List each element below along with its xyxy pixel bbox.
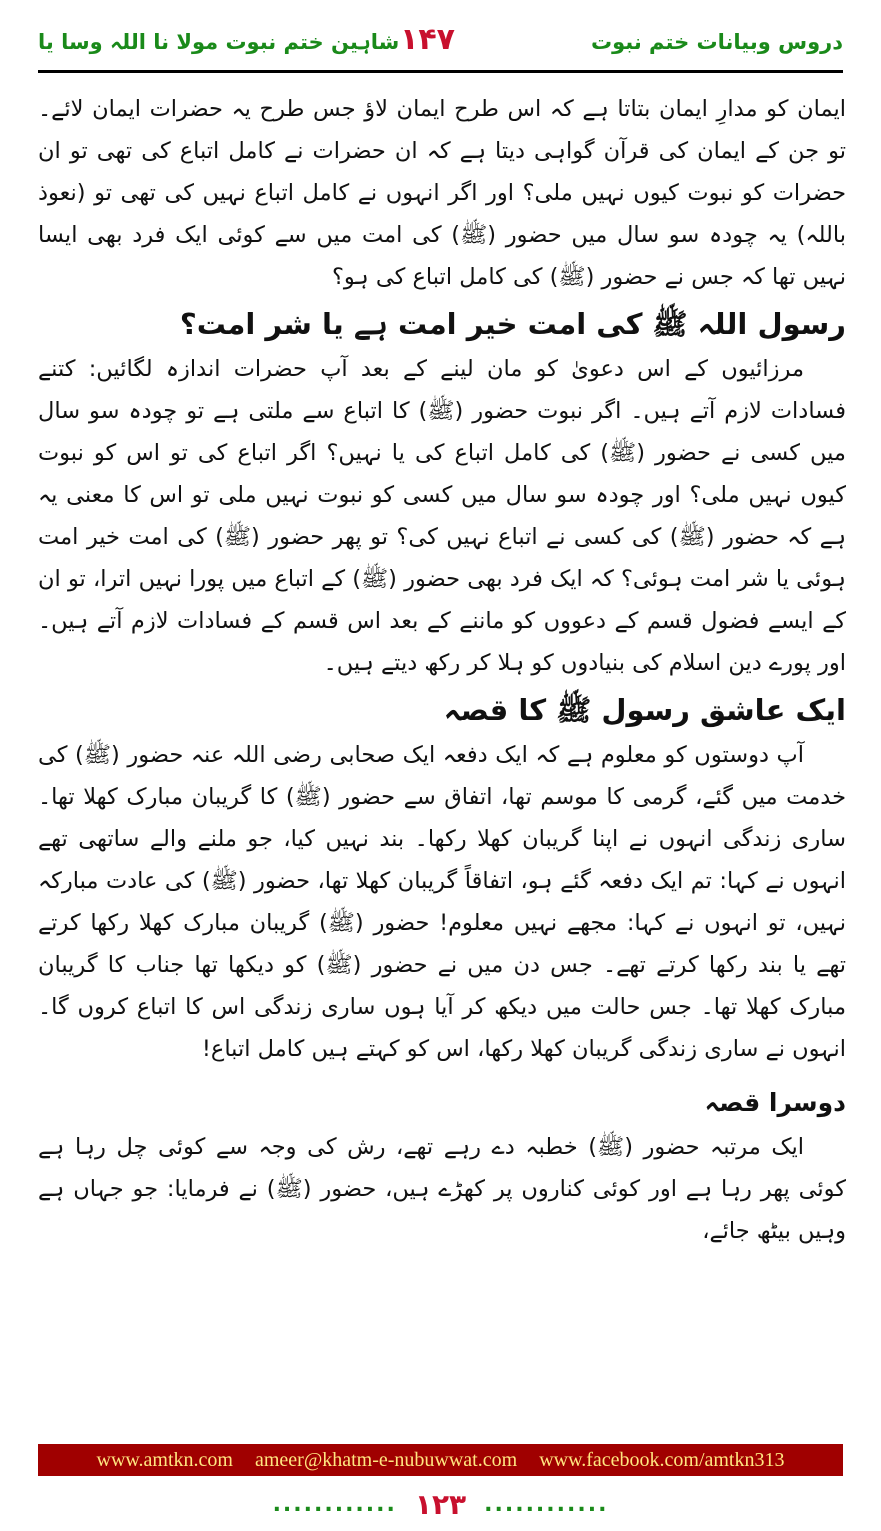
header-divider — [38, 70, 843, 73]
author-name: شاہین ختم نبوت مولا نا اللہ وسا یا — [38, 30, 400, 54]
section-heading: رسول اللہ ﷺ کی امت خیر امت ہے یا شر امت؟ — [179, 307, 846, 341]
email-link[interactable]: ameer@khatm-e-nubuwwat.com — [254, 1448, 518, 1471]
facebook-link[interactable]: www.facebook.com/amtkn313 — [539, 1448, 785, 1471]
website-link[interactable]: www.amtkn.com — [96, 1448, 233, 1471]
section-heading: ایک عاشق رسول ﷺ کا قصہ — [443, 693, 846, 727]
paragraph: آپ دوستوں کو معلوم ہے کہ ایک دفعہ ایک صحابی رضی اللہ عنہ حضور (ﷺ) کی خدمت میں گئے، گرمی کا موسم تھا، اتفاق سے حضور (ﷺ) کا گریبان مبارک کھلا تھا۔ ساری زندگی انہوں نے اپنا گریبان کھلا رکھا۔ بند نہیں کیا، جو ملنے والے ساتھی تھے انہوں نے کہا: تم ایک دفعہ گئے ہو، اتفاقاً گریبان کھلا تھا، حضور (ﷺ) کی عادت مبارکہ نہیں، تو انہوں نے کہا: مجھے نہیں معلوم! حضور (ﷺ) گریبان مبارک کھلا رکھا کرتے تھے یا بند رکھا کرتے تھے۔ جس دن میں نے حضور (ﷺ) کو دیکھا تھا جناب کا گریبان مبارک کھلا تھا۔ جس حالت میں دیکھ کر آیا ہوں ساری زندگی اس کا اتباع کروں گا۔ انہوں نے ساری زندگی گریبان کھلا رکھا، اس کو کہتے ہیں کامل اتباع! — [38, 742, 846, 1062]
dots-left: ............ — [272, 1491, 397, 1517]
page-number: ۱۲۳ — [414, 1487, 467, 1521]
header-page-number: ۱۴۷ — [400, 22, 455, 57]
paragraph: ایمان کو مدارِ ایمان بتاتا ہے کہ اس طرح ایمان لاؤ جس طرح یہ حضرات ایمان لائے۔ تو جن کے ایمان کی قرآن گواہی دیتا ہے کہ ان حضرات نے کامل اتباع کی تھی تو ان حضرات کو نبوت کیوں نہیں ملی؟ اور اگر انہوں نے کامل اتباع نہیں کی تھی تو (نعوذ باللہ) یہ چودہ سو سال میں حضور (ﷺ) کی امت میں سے کوئی ایک فرد بھی ایسا نہیں تھا کہ جس نے حضور (ﷺ) کی کامل اتباع کی ہو؟ — [38, 96, 846, 290]
paragraph: ایک مرتبہ حضور (ﷺ) خطبہ دے رہے تھے، رش کی وجہ سے کوئی چل رہا ہے کوئی پھر رہا ہے اور کوئی کناروں پر کھڑے ہیں، حضور (ﷺ) نے فرمایا: جو جہاں ہے وہیں بیٹھ جائے، — [38, 1134, 846, 1244]
paragraph: مرزائیوں کے اس دعویٰ کو مان لینے کے بعد آپ حضرات اندازہ لگائیں: کتنے فسادات لازم آتے ہیں۔ اگر نبوت حضور (ﷺ) کا اتباع سے ملتی ہے تو چودہ سو سال میں کسی نے حضور (ﷺ) کی کامل اتباع کی یا نہیں؟ اگر اتباع کی تو اس کو نبوت کیوں نہیں ملی؟ اور چودہ سو سال میں کسی کو نبوت نہیں ملی تو اس کا معنی یہ ہے کہ حضور (ﷺ) کی کسی نے اتباع نہیں کی؟ تو پھر حضور (ﷺ) کی امت خیر امت ہوئی یا شر امت ہوئی؟ کہ ایک فرد بھی حضور (ﷺ) کے اتباع میں پورا نہیں اترا، تو ان کے ایسے فضول قسم کے دعووں کو ماننے کے بعد اس قسم کے فسادات لازم آتے ہیں۔ اور پورے دین اسلام کی بنیادوں کو ہلا کر رکھ دیتے ہیں۔ — [38, 356, 846, 676]
footer-contact-bar — [38, 1444, 843, 1476]
section-heading: دوسرا قصہ — [704, 1088, 846, 1117]
page-header — [38, 22, 843, 62]
page-body — [38, 88, 846, 1252]
page-footer — [0, 1484, 881, 1524]
dots-right: ............ — [484, 1491, 609, 1517]
book-title: دروس وبیانات ختم نبوت — [591, 30, 843, 54]
